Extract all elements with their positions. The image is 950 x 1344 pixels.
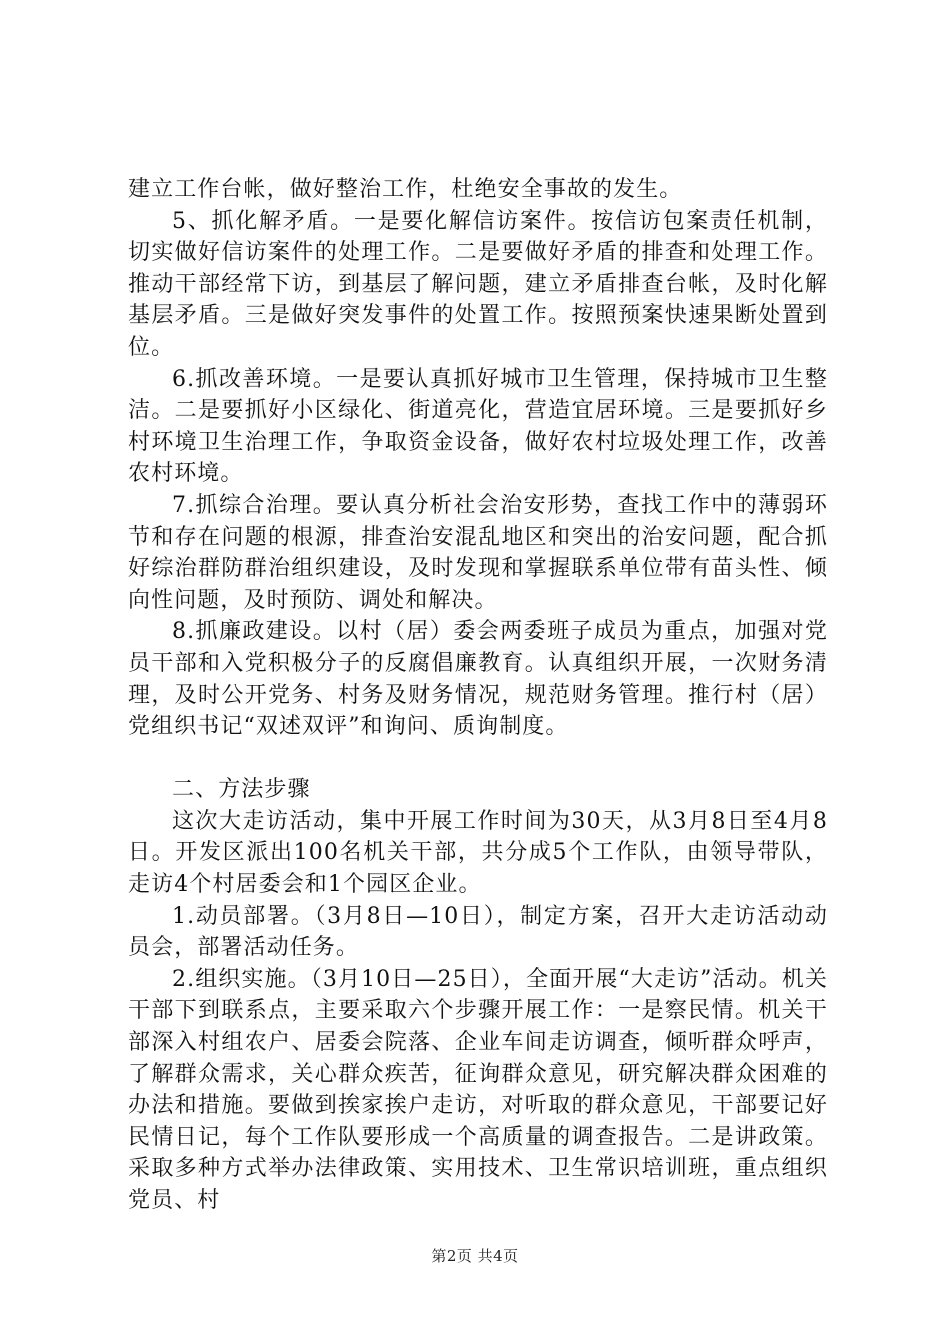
paragraph-step-2: 2.组织实施。（3月10日—25日），全面开展“大走访”活动。机关干部下到联系点，主要采取六个步骤开展工作：一是察民情。机关干部深入村组农户、居委会院落、企业车间走访调查，倾听群众呼声，了解群众需求，关心群众疾苦，征询群众意见，研究解决群众困难的办法和措施。要做到挨家挨户走访，对听取的群众意见，干部要记好民情日记，每个工作队要形成一个高质量的调查报告。二是讲政策。采取多种方式举办法律政策、实用技术、卫生常识培训班，重点组织党员、村: [128, 966, 828, 1213]
paragraph-step-1: 1.动员部署。（3月8日—10日），制定方案，召开大走访活动动员会，部署活动任务。: [128, 903, 828, 961]
paragraph-item-5: 5、抓化解矛盾。一是要化解信访案件。按信访包案责任机制，切实做好信访案件的处理工作。二是要做好矛盾的排查和处理工作。推动干部经常下访，到基层了解问题，建立矛盾排查台帐，及时化解基层矛盾。三是做好突发事件的处置工作。按照预案快速果断处置到位。: [128, 208, 828, 360]
paragraph-spacer: [128, 743, 828, 775]
section-heading: 二、方法步骤: [172, 777, 311, 803]
paragraph-item-6: 6.抓改善环境。一是要认真抓好城市卫生管理，保持城市卫生整洁。二是要抓好小区绿化、街道亮化，营造宜居环境。三是要抓好乡村环境卫生治理工作，争取资金设备，做好农村垃圾处理工作，改善农村环境。: [128, 366, 828, 487]
document-body: [128, 174, 828, 1217]
paragraph-item-7: 7.抓综合治理。要认真分析社会治安形势，查找工作中的薄弱环节和存在问题的根源，排查治安混乱地区和突出的治安问题，配合抓好综治群防群治组织建设，及时发现和掌握联系单位带有苗头性、倾向性问题，及时预防、调处和解决。: [128, 492, 828, 613]
paragraph-item-8: 8.抓廉政建设。以村（居）委会两委班子成员为重点，加强对党员干部和入党积极分子的反腐倡廉教育。认真组织开展，一次财务清理，及时公开党务、村务及财务情况，规范财务管理。推行村（居）党组织书记“双述双评”和询问、质询制度。: [128, 619, 828, 740]
paragraph-continuation: 建立工作台帐，做好整治工作，杜绝安全事故的发生。: [128, 177, 683, 202]
paragraph-overview: 这次大走访活动，集中开展工作时间为30天，从3月8日至4月8日。开发区派出100名机关干部，共分成5个工作队，由领导带队，走访4个村居委会和1个园区企业。: [128, 808, 828, 898]
page-footer: 第2页 共4页: [431, 1247, 519, 1265]
